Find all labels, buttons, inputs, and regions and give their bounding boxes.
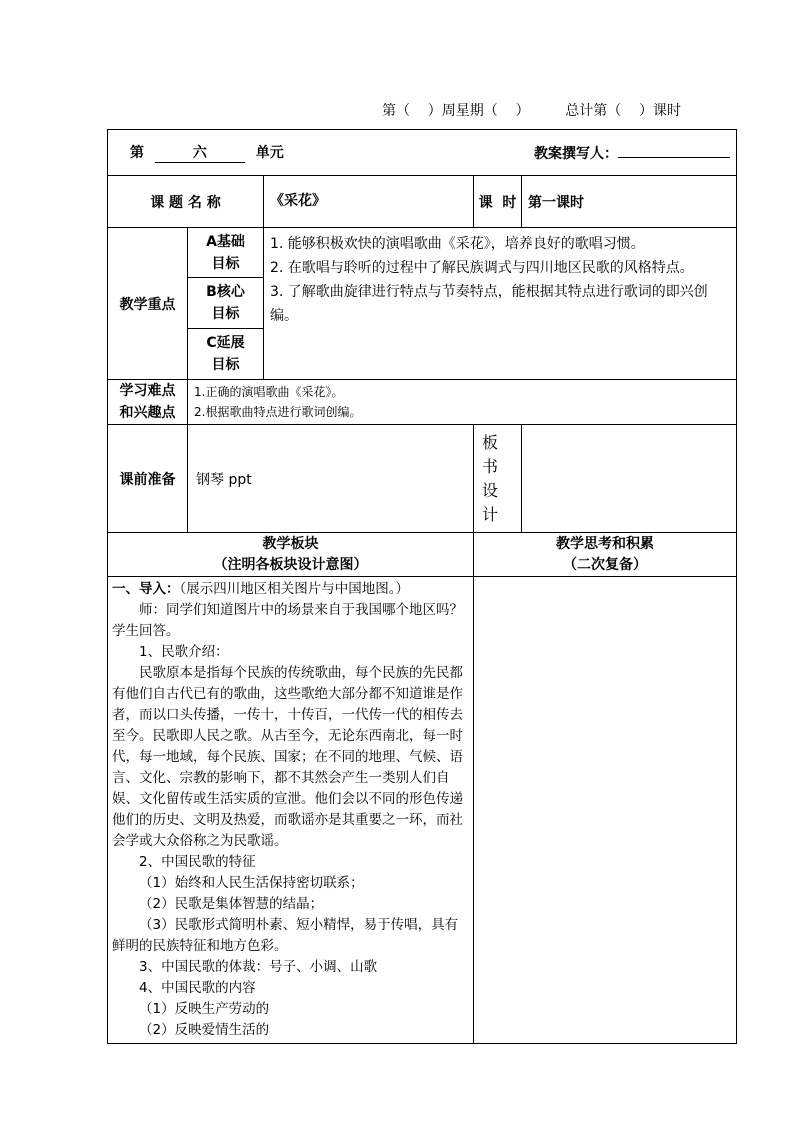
unit-prefix: 第 <box>130 145 144 161</box>
author-blank <box>618 157 730 158</box>
prep-content: 钢琴 ppt <box>188 425 474 533</box>
student-answer: 学生回答。 <box>112 623 180 639</box>
unit-label <box>130 142 284 163</box>
difficulty-row <box>108 380 737 425</box>
section-header-row <box>108 533 737 577</box>
total-period-field: 总计第（ ）课时 <box>565 103 682 119</box>
goal-item-1: 1. 能够积极欢快的演唱歌曲《采花》，培养良好的歌唱习惯。 <box>270 236 645 252</box>
difficulty-label: 学习难点 和兴趣点 <box>108 380 188 425</box>
key-points-label: 教学重点 <box>108 228 188 380</box>
period-label: 课 时 <box>474 176 522 228</box>
section-3-title: 3、中国民歌的体裁：号子、小调、山歌 <box>139 959 378 975</box>
goal-item-3: 3. 了解歌曲旋律进行特点与节奏特点，能根据其特点进行歌词的即兴创编。 <box>270 284 708 324</box>
teaching-content <box>108 577 474 1044</box>
author-label: 教案撰写人： <box>534 145 618 162</box>
section-2-title: 2、中国民歌的特征 <box>139 854 256 870</box>
author-field <box>534 143 730 163</box>
section-4-title: 4、中国民歌的内容 <box>139 980 256 996</box>
week-field: 第（ ）周星期（ ） <box>382 103 530 119</box>
goal-label-a: A基础 目标 <box>188 228 264 278</box>
difficulty-item-2: 2.根据歌曲特点进行歌词创编。 <box>194 405 362 419</box>
goal-label-c: C延展 目标 <box>188 329 264 380</box>
topic-row <box>108 176 737 228</box>
lesson-plan-table <box>107 129 737 1044</box>
prep-label: 课前准备 <box>108 425 188 533</box>
topic-title: 《采花》 <box>264 176 474 228</box>
period-value: 第一课时 <box>522 176 737 228</box>
feature-1: （1）始终和人民生活保持密切联系； <box>139 875 364 891</box>
content-2: （2）反映爱情生活的 <box>139 1022 270 1038</box>
unit-suffix: 单元 <box>255 145 284 161</box>
difficulty-content <box>188 380 737 425</box>
goal-item-2: 2. 在歌唱与聆听的过程中了解民族调式与四川地区民歌的风格特点。 <box>270 260 694 276</box>
right-section-header: 教学思考和积累 （二次复备） <box>474 533 737 577</box>
prep-row <box>108 425 737 533</box>
feature-2: （2）民歌是集体智慧的结晶； <box>139 896 324 912</box>
folk-song-intro: 民歌原本是指每个民族的传统歌曲，每个民族的先民都有他们自古代已有的歌曲，这些歌绝大部分都不知道谁是作者，而以口头传播，一传十，十传百，一代传一代的相传去至今。民歌即人民之歌。从古至今，无论东西南北，每一时代，每一地域，每个民族、国家；在不同的地理、气候、语言、文化、宗教的影响下，都不其然会产生一类别人们自娱、文化留传或生活实质的宣泄。他们会以不同的形色传递他们的历史、文明及热爱，而歌谣亦是其重要之一环，而社会学或大众俗称之为民歌谣。 <box>112 665 463 849</box>
left-section-header: 教学板块 （注明各板块设计意图） <box>108 533 474 577</box>
feature-3: （3）民歌形式简明朴素、短小精悍，易于传唱，具有鲜明的民族特征和地方色彩。 <box>112 917 459 954</box>
reflection-area <box>474 577 737 1044</box>
board-design-area <box>522 425 737 533</box>
goal-content <box>264 228 737 380</box>
goal-label-b: B核心 目标 <box>188 278 264 329</box>
difficulty-item-1: 1.正确的演唱歌曲《采花》。 <box>194 385 344 399</box>
unit-number: 六 <box>155 142 245 163</box>
content-1: （1）反映生产劳动的 <box>139 1001 270 1017</box>
header-line <box>382 100 681 120</box>
topic-label: 课 题 名 称 <box>108 176 264 228</box>
goal-row-a <box>108 228 737 278</box>
body-row <box>108 577 737 1044</box>
section-1-title: 1、民歌介绍： <box>139 644 229 660</box>
board-design-label: 板 书 设 计 <box>474 425 522 533</box>
teacher-question: 师：同学们知道图片中的场景来自于我国哪个地区吗？ <box>139 602 463 618</box>
intro-paragraph: 一、导入：（展示四川地区相关图片与中国地图。） <box>112 581 409 597</box>
unit-row <box>108 130 737 176</box>
